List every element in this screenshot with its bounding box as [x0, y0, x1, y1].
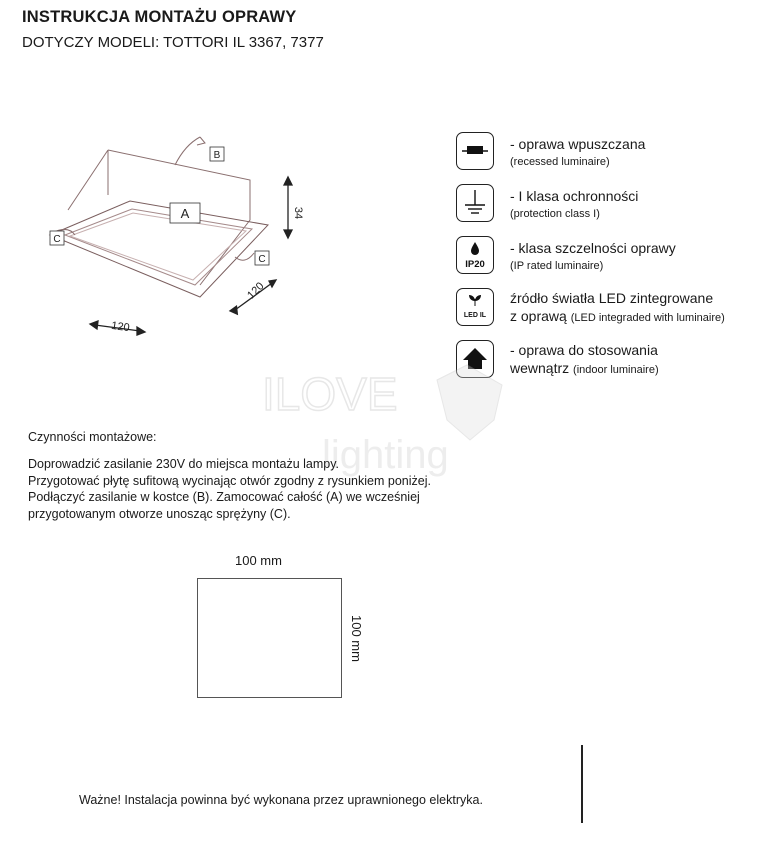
- luminaire-diagram: [40, 125, 304, 340]
- led-icon-text: LED IL: [463, 312, 487, 319]
- watermark-line2: lighting: [322, 433, 449, 477]
- cutout-template: [197, 578, 342, 698]
- warning-text: Ważne! Instalacja powinna być wykonana przez uprawnionego elektryka.: [79, 793, 483, 807]
- legend-indoor-sub: (indoor luminaire): [573, 364, 659, 376]
- label-b: B: [213, 150, 221, 161]
- legend-indoor-label-line1: - oprawa do stosowania: [510, 342, 658, 358]
- legend-item-led: [456, 284, 771, 332]
- step-line: Podłączyć zasilanie w kostce (B). Zamocować całość (A) we wcześniej: [28, 490, 420, 504]
- cutout-height-label: 100 mm: [349, 615, 364, 662]
- dimension-depth: 120: [245, 280, 267, 302]
- legend-led-sub: (LED integraded with luminaire): [570, 312, 725, 324]
- legend-class-label: - I klasa ochronności: [510, 188, 639, 204]
- legend-indoor-label-line2-text: wewnątrz: [510, 360, 570, 376]
- legend-item-class-i: [456, 180, 771, 228]
- legend-led-label-line2: [510, 308, 725, 324]
- label-c-right: C: [258, 254, 266, 265]
- instructions-steps: [28, 456, 431, 522]
- page-title: INSTRUKCJA MONTAŻU OPRAWY: [22, 8, 297, 26]
- legend-ip-label: - klasa szczelności oprawy: [510, 240, 676, 256]
- legend-recessed-sub: (recessed luminaire): [510, 156, 610, 168]
- legend: [456, 128, 771, 388]
- ip20-icon-text: IP20: [465, 259, 485, 270]
- ip20-icon: [456, 236, 494, 274]
- protection-class-icon: [456, 184, 494, 222]
- legend-ip-sub: (IP rated luminaire): [510, 260, 604, 272]
- step-line: przygotowanym otworze unosząc sprężyny (C).: [28, 506, 291, 521]
- legend-led-label-line2-text: z oprawą: [510, 308, 567, 324]
- legend-recessed-label: - oprawa wpuszczana: [510, 136, 646, 152]
- label-c-left: C: [53, 234, 61, 245]
- step-line: Przygotować płytę sufitową wycinając otwór zgodny z rysunkiem poniżej.: [28, 473, 431, 488]
- led-integrated-icon: [456, 288, 494, 326]
- dimension-height: 34: [292, 206, 304, 220]
- legend-item-ip20: [456, 232, 771, 280]
- recessed-luminaire-icon: [456, 132, 494, 170]
- watermark-line1: ILOVE: [262, 368, 398, 420]
- divider-line: [581, 745, 583, 823]
- legend-led-label-line1: źródło światła LED zintegrowane: [510, 290, 714, 306]
- legend-indoor-label-line2: [510, 360, 659, 376]
- legend-item-recessed: [456, 128, 771, 176]
- heart-icon: [437, 365, 502, 440]
- instructions-heading: Czynności montażowe:: [28, 430, 157, 444]
- label-a: A: [180, 206, 190, 221]
- dimension-width: 120: [110, 319, 131, 335]
- step-line: Doprowadzić zasilanie 230V do miejsca montażu lampy.: [28, 457, 340, 471]
- legend-class-sub: (protection class I): [510, 208, 600, 220]
- cutout-width-label: 100 mm: [235, 553, 282, 568]
- page-subtitle: DOTYCZY MODELI: TOTTORI IL 3367, 7377: [22, 34, 324, 51]
